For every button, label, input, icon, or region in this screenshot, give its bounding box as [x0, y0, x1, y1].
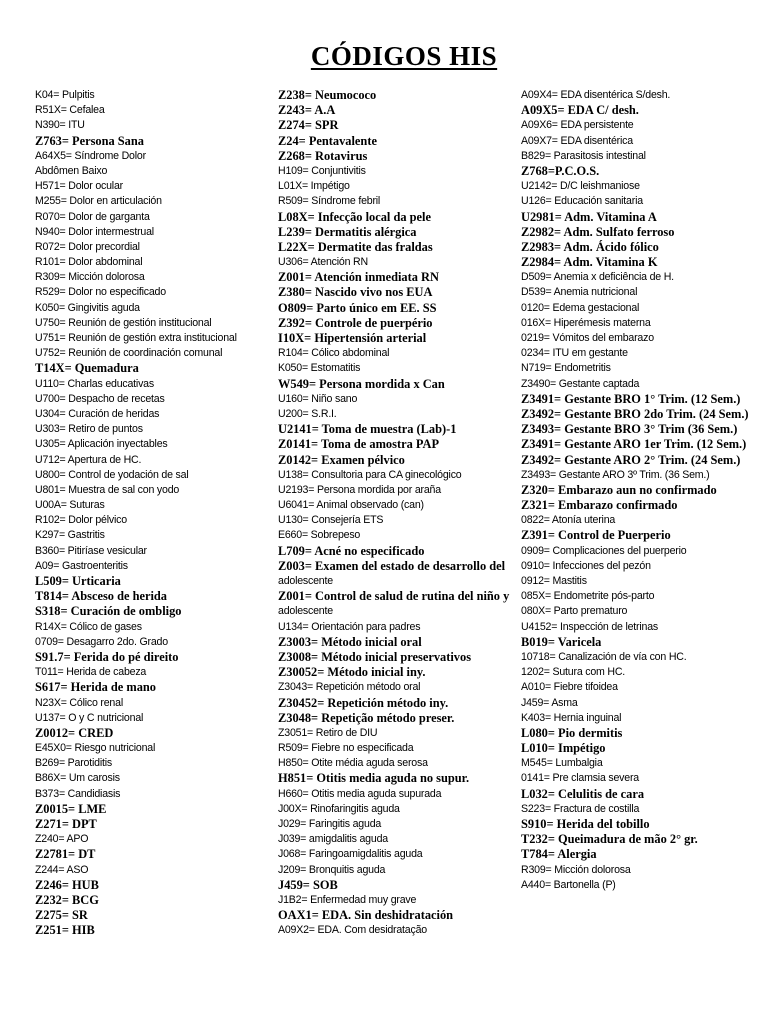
code-entry: 085X= Endometrite pós-parto: [521, 590, 655, 603]
code-entry: Z003= Examen del estado de desarrollo del: [278, 558, 506, 573]
code-entry: Z380= Nascido vivo nos EUA: [278, 285, 433, 300]
code-entry: Z243= A.A: [278, 103, 336, 118]
code-entry: K050= Estomatitis: [278, 362, 361, 375]
code-entry: U110= Charlas educativas: [35, 377, 154, 390]
code-entry: Z3043= Repetición método oral: [278, 681, 421, 694]
codes-column-2: [278, 88, 518, 939]
code-entry: U134= Orientación para padres: [278, 620, 421, 633]
code-entry: H660= Otitis media aguda supurada: [278, 787, 442, 800]
code-entry: A64X5= Síndrome Dolor: [35, 149, 146, 162]
code-entry: Z232= BCG: [35, 892, 99, 907]
codes-column-3: [521, 88, 761, 893]
code-entry: Z391= Control de Puerperio: [521, 528, 671, 543]
code-entry: J459= SOB: [278, 877, 338, 892]
code-entry: Z271= DPT: [35, 817, 97, 831]
code-entry: Z275= SR: [35, 908, 88, 923]
code-entry: U2142= D/C leishmaniose: [521, 180, 640, 193]
code-entry: 1202= Sutura com HC.: [521, 666, 626, 679]
code-entry: E660= Sobrepeso: [278, 529, 361, 542]
code-entry: Z3048= Repetição método preser.: [278, 710, 455, 725]
code-entry: U304= Curación de heridas: [35, 407, 160, 420]
code-entry: B019= Varicela: [521, 634, 602, 649]
code-entry: 0822= Atonía uterina: [521, 514, 616, 527]
code-entry: R529= Dolor no especificado: [35, 286, 166, 299]
code-entry: U138= Consultoria para CA ginecológico: [278, 468, 462, 481]
code-entry: U751= Reunión de gestión extra institucional: [35, 332, 237, 344]
code-entry: Z3492= Gestante BRO 2do Trim. (24 Sem.): [521, 406, 749, 421]
code-entry: J1B2= Enfermedad muy grave: [278, 893, 417, 906]
code-entry: Z3491= Gestante ARO 1er Trim. (12 Sem.): [521, 437, 747, 452]
code-entry: B829= Parasitosis intestinal: [521, 149, 646, 162]
code-entry: R070= Dolor de garganta: [35, 210, 150, 223]
code-entry: Z3493= Gestante ARO 3º Trim. (36 Sem.): [521, 468, 710, 481]
code-entry: Z274= SPR: [278, 118, 339, 133]
code-entry: A09X5= EDA C/ desh.: [521, 103, 639, 118]
code-entry: T011= Herida de cabeza: [35, 666, 147, 679]
code-entry: 0234= ITU em gestante: [521, 347, 628, 360]
code-entry: U2981= Adm. Vitamina A: [521, 209, 657, 224]
code-entry: M255= Dolor en articulación: [35, 195, 162, 208]
code-entry: Z0012= CRED: [35, 725, 114, 740]
code-entry: Z246= HUB: [35, 877, 99, 892]
code-entry: L032= Celulitis de cara: [521, 786, 645, 801]
code-entry: B373= Candidiasis: [35, 787, 121, 800]
code-entry: U712= Apertura de HC.: [35, 453, 142, 466]
code-entry: D539= Anemia nutricional: [521, 286, 638, 299]
code-entry: A09X6= EDA persistente: [521, 119, 634, 132]
code-entry: U6041= Animal observado (can): [278, 499, 424, 512]
code-entry: U303= Retiro de puntos: [35, 423, 143, 436]
codes-column-1: [35, 88, 275, 939]
code-entry: L01X= Impétigo: [278, 180, 350, 193]
code-entry: Z0142= Examen pélvico: [278, 452, 405, 467]
code-entry: U160= Niño sano: [278, 392, 358, 405]
code-entry: S223= Fractura de costilla: [521, 802, 640, 815]
code-entry: Z001= Control de salud de rutina del niño y: [278, 589, 510, 604]
code-entry: R102= Dolor pélvico: [35, 514, 127, 527]
code-entry: J209= Bronquitis aguda: [278, 863, 386, 876]
code-entry: R072= Dolor precordial: [35, 240, 140, 253]
code-entry: Z3491= Gestante BRO 1° Trim. (12 Sem.): [521, 391, 741, 406]
code-entry: Z2781= DT: [35, 847, 96, 862]
code-entry: 0910= Infecciones del pezón: [521, 559, 651, 572]
code-entry: A09X4= EDA disentérica S/desh.: [521, 89, 671, 101]
code-entry: Z2982= Adm. Sulfato ferroso: [521, 224, 675, 239]
code-entry: B360= Pitiríase vesicular: [35, 544, 147, 557]
code-entry: A440= Bartonella (P): [521, 878, 616, 891]
code-entry: U306= Atención RN: [278, 256, 368, 269]
code-entry: R509= Fiebre no especificada: [278, 742, 414, 755]
code-entry: R309= Micción dolorosa: [521, 863, 631, 876]
code-entry: J029= Faringitis aguda: [278, 818, 382, 830]
code-entry: U801= Muestra de sal con yodo: [35, 483, 180, 496]
code-entry: U752= Reunión de coordinación comunal: [35, 347, 223, 360]
code-entry: U2193= Persona mordida por araña: [278, 483, 441, 496]
code-entry: Z3051= Retiro de DIU: [278, 726, 378, 739]
code-entry: W549= Persona mordida x Can: [278, 376, 445, 391]
code-entry: L08X= Infecção local da pele: [278, 209, 431, 224]
code-entry: M545= Lumbalgia: [521, 757, 603, 770]
code-entry: J039= amigdalitis aguda: [278, 833, 388, 846]
code-entry: K04= Pulpitis: [35, 89, 95, 101]
code-entry: B86X= Um carosis: [35, 772, 120, 785]
code-entry: U800= Control de yodación de sal: [35, 468, 189, 481]
code-entry: U200= S.R.I.: [278, 407, 337, 420]
code-entry: Z2983= Adm. Ácido fólico: [521, 239, 659, 254]
code-entry: H850= Otite média aguda serosa: [278, 757, 428, 770]
code-entry: Z30452= Repetición método iny.: [278, 695, 449, 710]
code-entry: Z763= Persona Sana: [35, 133, 144, 148]
code-entry: Z238= Neumococo: [278, 88, 377, 102]
code-entry: S910= Herida del tobillo: [521, 817, 650, 831]
code-entry: Z768=P.C.O.S.: [521, 163, 600, 178]
code-entry: L709= Acné no especificado: [278, 543, 425, 558]
page-title: CÓDIGOS HIS: [310, 41, 498, 71]
code-entry: D509= Anemia x deficiência de H.: [521, 271, 674, 284]
code-entry: 0141= Pre clamsia severa: [521, 772, 639, 785]
code-entry: U2141= Toma de muestra (Lab)-1: [278, 422, 457, 437]
code-entry: Z321= Embarazo confirmado: [521, 498, 678, 513]
code-entry: U305= Aplicación inyectables: [35, 438, 168, 451]
code-entry: 016X= Hiperémesis materna: [521, 316, 651, 329]
code-entry: T814= Absceso de herida: [35, 589, 168, 604]
code-entry: N940= Dolor intermestrual: [35, 225, 154, 238]
code-entry: Z30052= Método inicial iny.: [278, 665, 426, 680]
code-entry: A09= Gastroenteritis: [35, 559, 128, 572]
code-entry: A010= Fiebre tifoidea: [521, 681, 618, 694]
code-entry: 0120= Edema gestacional: [521, 301, 640, 314]
code-entry: 10718= Canalización de vía con HC.: [521, 650, 687, 663]
code-entry: 080X= Parto prematuro: [521, 605, 628, 618]
code-entry: T232= Queimadura de mão 2° gr.: [521, 832, 698, 847]
code-entry: T784= Alergia: [521, 847, 597, 862]
code-entry: Z244= ASO: [35, 863, 89, 876]
code-entry: Z24= Pentavalente: [278, 133, 377, 148]
code-entry: A09X7= EDA disentérica: [521, 134, 633, 147]
code-entry: U00A= Suturas: [35, 499, 105, 512]
code-entry: Z268= Rotavirus: [278, 148, 368, 163]
code-entry: O809= Parto único em EE. SS: [278, 300, 437, 315]
code-entry: U130= Consejería ETS: [278, 514, 384, 527]
code-entry: K403= Hernia inguinal: [521, 711, 622, 724]
code-entry: T14X= Quemadura: [35, 361, 139, 376]
code-entry: K050= Gingivitis aguda: [35, 301, 140, 314]
code-entry: Z240= APO: [35, 833, 89, 846]
code-entry: S91.7= Ferida do pé direito: [35, 649, 179, 664]
code-entry: S617= Herida de mano: [35, 680, 156, 695]
code-entry: B269= Parotiditis: [35, 757, 112, 770]
code-entry: 0912= Mastitis: [521, 575, 587, 587]
code-entry: H571= Dolor ocular: [35, 180, 123, 193]
code-entry: H109= Conjuntivitis: [278, 164, 366, 177]
code-entry: U126= Educación sanitaria: [521, 195, 643, 208]
code-entry: L239= Dermatitis alérgica: [278, 224, 417, 239]
code-entry: L22X= Dermatite das fraldas: [278, 239, 433, 254]
code-entry: L509= Urticaria: [35, 574, 121, 588]
code-entry: Z2984= Adm. Vitamina K: [521, 255, 658, 270]
code-entry: A09X2= EDA. Com desidratação: [278, 924, 427, 937]
code-entry: 0219= Vómitos del embarazo: [521, 332, 654, 344]
code-entry: Z3003= Método inicial oral: [278, 634, 422, 649]
code-entry: L080= Pio dermitis: [521, 725, 623, 740]
code-entry: N23X= Cólico renal: [35, 696, 123, 709]
code-entry: I10X= Hipertensión arterial: [278, 331, 427, 345]
code-entry: U700= Despacho de recetas: [35, 392, 165, 405]
code-entry: Z320= Embarazo aun no confirmado: [521, 482, 717, 497]
code-entry: E45X0= Riesgo nutricional: [35, 742, 156, 755]
code-entry: N719= Endometritis: [521, 362, 611, 375]
code-entry: Z3492= Gestante ARO 2° Trim. (24 Sem.): [521, 452, 741, 467]
code-entry: S318= Curación de ombligo: [35, 604, 182, 619]
code-entry: K297= Gastritis: [35, 529, 105, 542]
code-entry: J00X= Rinofaringitis aguda: [278, 802, 400, 815]
code-entry: J459= Asma: [521, 696, 578, 709]
code-entry: OAX1= EDA. Sin deshidratación: [278, 908, 454, 923]
code-entry: J068= Faringoamigdalitis aguda: [278, 848, 423, 861]
code-entry: L010= Impétigo: [521, 741, 606, 756]
code-entry: H851= Otitis media aguda no supur.: [278, 771, 470, 786]
code-entry: R14X= Cólico de gases: [35, 620, 142, 633]
code-entry: R309= Micción dolorosa: [35, 271, 145, 284]
code-entry: U137= O y C nutricional: [35, 711, 144, 724]
code-entry: Z0141= Toma de amostra PAP: [278, 437, 440, 452]
code-entry: R51X= Cefalea: [35, 104, 105, 117]
code-entry: Z3008= Método inicial preservativos: [278, 649, 472, 664]
code-entry: 0909= Complicaciones del puerperio: [521, 544, 687, 557]
code-entry: adolescente: [278, 605, 333, 618]
code-entry: Abdômen Baixo: [35, 164, 108, 177]
code-entry: Z0015= LME: [35, 801, 107, 816]
code-entry: U4152= Inspección de letrinas: [521, 620, 659, 633]
code-entry: Z251= HIB: [35, 923, 95, 938]
code-entry: R509= Síndrome febril: [278, 195, 381, 208]
code-entry: Z3490= Gestante captada: [521, 377, 640, 390]
code-entry: N390= ITU: [35, 119, 85, 132]
code-entry: U750= Reunión de gestión institucional: [35, 316, 212, 329]
code-entry: 0709= Desagarro 2do. Grado: [35, 635, 168, 648]
code-entry: R101= Dolor abdominal: [35, 256, 143, 269]
code-entry: Z001= Atención inmediata RN: [278, 270, 439, 285]
code-entry: Z3493= Gestante BRO 3° Trim (36 Sem.): [521, 422, 738, 437]
code-entry: adolescente: [278, 575, 333, 587]
code-entry: R104= Cólico abdominal: [278, 347, 390, 360]
code-entry: Z392= Controle de puerpério: [278, 315, 433, 330]
